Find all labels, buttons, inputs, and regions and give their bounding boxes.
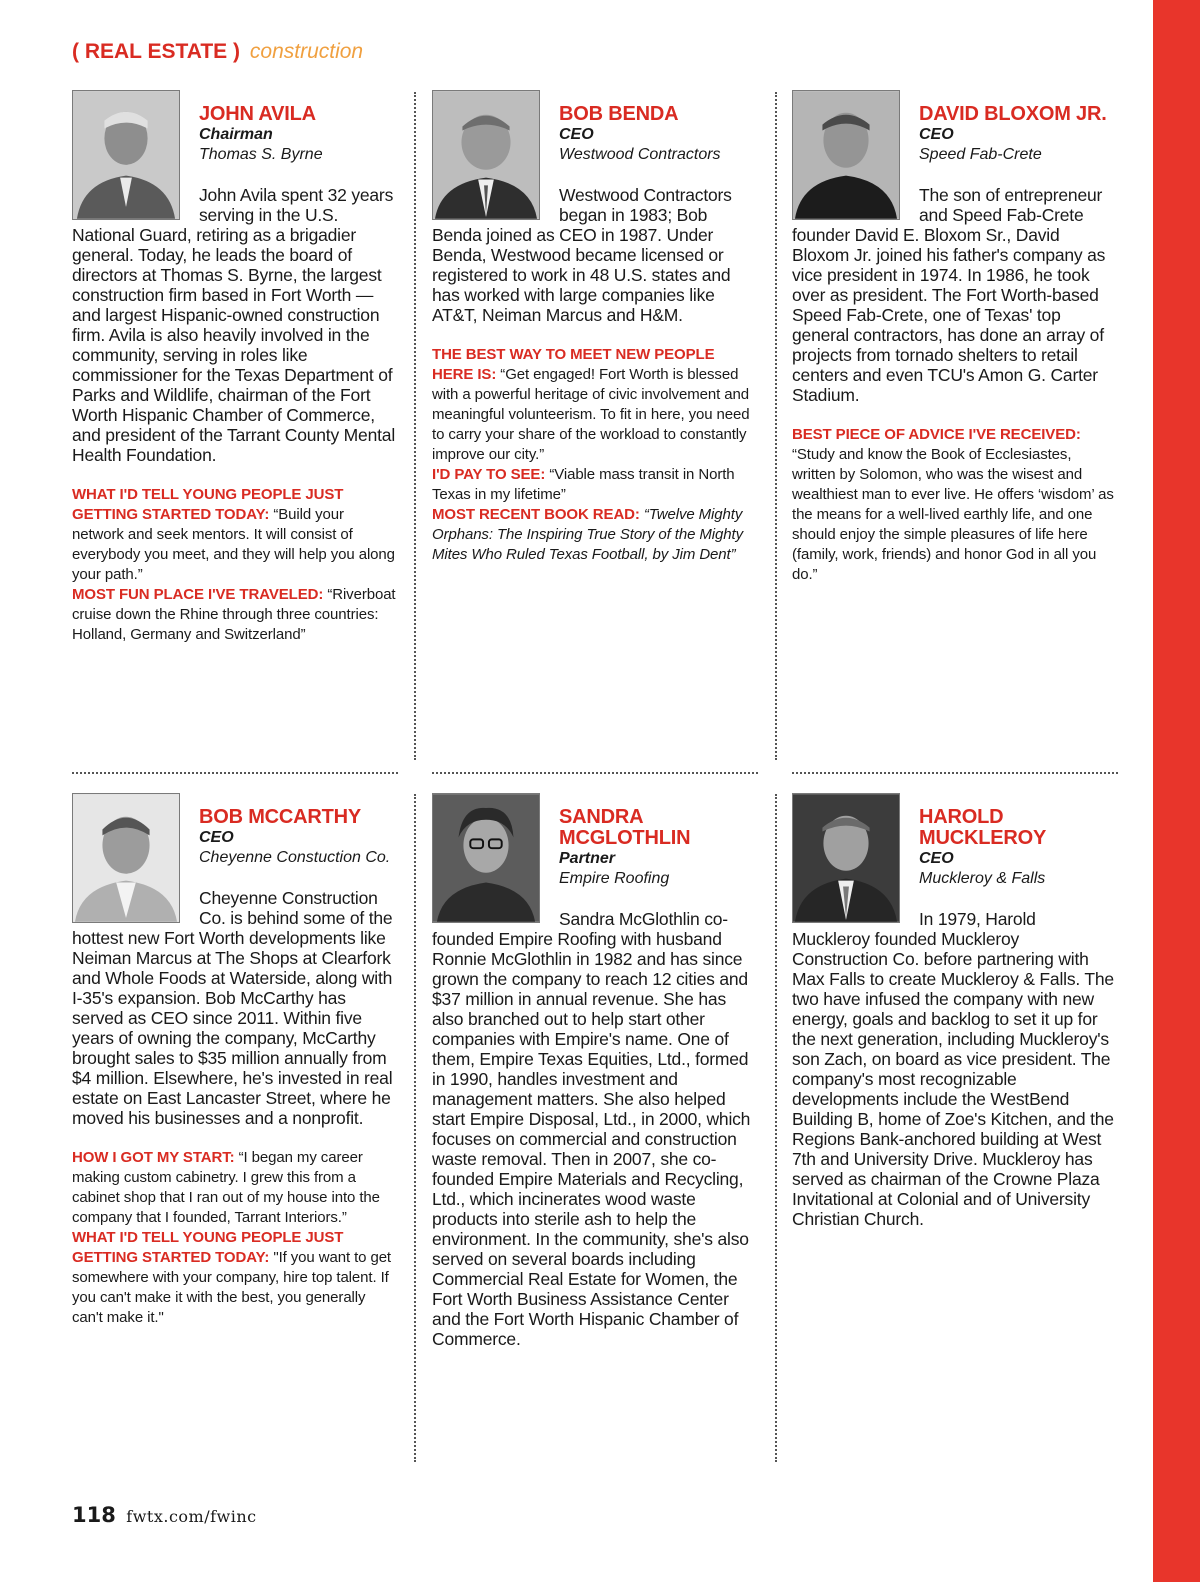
person-company: Empire Roofing bbox=[559, 870, 670, 887]
qa-answer: “Study and know the Book of Ecclesiastes, written by Solomon, who was the wisest and wealthiest man to ever live. He offers ‘wisdom’ as the means for a well-lived earthly life, and one should enjoy the simple pleasures of life here (family, work, friends) and honor God in all you do.” bbox=[792, 446, 1114, 583]
qa-answer: “Viable mass transit in North Texas in my lifetime” bbox=[432, 466, 735, 503]
side-color-bar bbox=[1153, 0, 1200, 1582]
column-separator bbox=[775, 92, 777, 760]
qa-answer: “Build your network and seek mentors. It will consist of everybody you meet, and they will help you along your path.” bbox=[72, 506, 395, 583]
page-footer bbox=[72, 1503, 257, 1527]
person-title: Chairman bbox=[199, 126, 273, 143]
person-name: DAVID BLOXOM JR. bbox=[919, 103, 1107, 125]
section-sub-label: construction bbox=[249, 40, 364, 63]
bio-text: Westwood Contractors began in 1983; Bob Benda joined as CEO in 1987. Under Benda, Westwood became licensed or registered to work in 48 U.S. states and has worked with large companies like AT&T, Neiman Marcus and H&M. bbox=[432, 185, 732, 325]
qa-item bbox=[72, 585, 398, 645]
person-title: Partner bbox=[559, 850, 616, 867]
portrait-photo bbox=[432, 793, 540, 923]
profile-bob-mccarthy bbox=[72, 793, 398, 1328]
qa-item bbox=[72, 485, 398, 585]
person-company: Speed Fab-Crete bbox=[919, 146, 1042, 163]
row-separator bbox=[792, 772, 1118, 774]
bio-text: Cheyenne Construction Co. is behind some of the hottest new Fort Worth developments like Neiman Marcus at The Shops at Clearfork and Whole Foods at Waterside, along with I-35's expansion. Bob McCarthy has served as CEO since 2011. Within five years of owning the company, McCarthy brought sales to $35 million annually from $4 million. Elsewhere, he's invested in real estate on East Lancaster Street, where he moved his businesses and a nonprofit. bbox=[72, 888, 393, 1128]
bio-text: Sandra McGlothlin co-founded Empire Roofing with husband Ronnie McGlothlin in 1982 and has since grown the company to reach 12 cities and $37 million in annual revenue. She has also branched out to help start other companies with Empire's name. One of them, Empire Texas Equities, Ltd., formed in 1990, handles investment and management matters. She also helped start Empire Disposal, Ltd., in 2000, which focuses on commercial and construction waste removal. Then in 2007, she co-founded Empire Materials and Recycling, Ltd., which incinerates wood waste products into sterile ash to help the environment. In the community, she's also served on several boards including Commercial Real Estate for Women, the Fort Worth Business Assistance Center and the Fort Worth Hispanic Chamber of Commerce. bbox=[432, 909, 751, 1349]
qa-label: WHAT I'D TELL YOUNG PEOPLE JUST GETTING STARTED TODAY: bbox=[72, 486, 344, 523]
page-number: 118 bbox=[72, 1503, 116, 1527]
profile-bob-benda bbox=[432, 90, 758, 565]
person-title: CEO bbox=[199, 829, 234, 846]
section-header bbox=[72, 40, 363, 64]
qa-item bbox=[432, 465, 758, 505]
column-separator bbox=[414, 92, 416, 760]
portrait-photo bbox=[432, 90, 540, 220]
qa-answer: "If you want to get somewhere with your company, hire top talent. If you can't make it with the best, you generally can't make it." bbox=[72, 1249, 392, 1326]
qa-label: MOST RECENT BOOK READ: bbox=[432, 506, 640, 523]
qa-item bbox=[72, 1228, 398, 1328]
qa-label: I'D PAY TO SEE: bbox=[432, 466, 546, 483]
bio-text: The son of entrepreneur and Speed Fab-Crete founder David E. Bloxom Sr., David Bloxom Jr. joined his father's company as vice president in 1974. In 1986, he took over as president. The Fort Worth-based Speed Fab-Crete, one of Texas' top general contractors, has done an array of projects from tornado shelters to retail centers and even TCU's Amon G. Carter Stadium. bbox=[792, 185, 1106, 405]
person-title: CEO bbox=[919, 850, 954, 867]
qa-item bbox=[792, 425, 1118, 585]
person-title: CEO bbox=[919, 126, 954, 143]
qa-label: MOST FUN PLACE I'VE TRAVELED: bbox=[72, 586, 324, 603]
section-label: REAL ESTATE bbox=[84, 40, 228, 63]
person-company: Muckleroy & Falls bbox=[919, 870, 1046, 887]
person-company: Westwood Contractors bbox=[559, 146, 721, 163]
person-company: Cheyenne Constuction Co. bbox=[199, 849, 391, 866]
person-name: BOB MCCARTHY bbox=[199, 806, 362, 828]
profile-sandra-mcglothlin bbox=[432, 793, 758, 1349]
qa-answer: “Riverboat cruise down the Rhine through three countries: Holland, Germany and Switzerland” bbox=[72, 586, 396, 643]
portrait-photo bbox=[792, 793, 900, 923]
qa-label: HOW I GOT MY START: bbox=[72, 1149, 235, 1166]
bio-text: In 1979, Harold Muckleroy founded Muckleroy Construction Co. before partnering with Max Falls to create Muckleroy & Falls. The two have infused the company with new energy, goals and backlog to set it up for the next generation, including Muckleroy's son Zach, on board as vice president. The company's most recognizable developments include the WestBend Building B, home of Zoe's Kitchen, and the Regions Bank-anchored building at West 7th and University Drive. Muckleroy has served as chairman of the Crowne Plaza Invitational at Colonial and of University Christian Church. bbox=[792, 909, 1114, 1229]
person-name: SANDRA MCGLOTHLIN bbox=[559, 806, 691, 849]
footer-url: fwtx.com/fwinc bbox=[126, 1507, 257, 1526]
qa-label: THE BEST WAY TO MEET NEW PEOPLE HERE IS: bbox=[432, 346, 715, 383]
row-separator bbox=[72, 772, 398, 774]
qa-label: WHAT I'D TELL YOUNG PEOPLE JUST GETTING STARTED TODAY: bbox=[72, 1229, 344, 1266]
person-name: JOHN AVILA bbox=[199, 103, 316, 125]
section-close-paren: ) bbox=[233, 40, 241, 63]
portrait-photo bbox=[792, 90, 900, 220]
person-title: CEO bbox=[559, 126, 594, 143]
portrait-photo bbox=[72, 90, 180, 220]
qa-answer: “I began my career making custom cabinetry. I grew this from a cabinet shop that I ran out of my house into the company that I founded, Tarrant Interiors.” bbox=[72, 1149, 380, 1226]
profile-david-bloxom bbox=[792, 90, 1118, 585]
qa-item bbox=[432, 505, 758, 565]
person-name: BOB BENDA bbox=[559, 103, 679, 125]
person-company: Thomas S. Byrne bbox=[199, 146, 323, 163]
bio-text: John Avila spent 32 years serving in the U.S. National Guard, retiring as a brigadier general. Today, he leads the board of directors at Thomas S. Byrne, the largest construction firm based in Fort Worth — and largest Hispanic-owned construction firm. Avila is also heavily involved in the community, serving in roles like commissioner for the Texas Department of Parks and Wildlife, chairman of the Fort Worth Hispanic Chamber of Commerce, and president of the Tarrant County Mental Health Foundation. bbox=[72, 185, 396, 465]
portrait-photo bbox=[72, 793, 180, 923]
column-separator bbox=[414, 794, 416, 1462]
qa-item bbox=[72, 1148, 398, 1228]
qa-label: BEST PIECE OF ADVICE I'VE RECEIVED: bbox=[792, 426, 1081, 443]
profile-john-avila bbox=[72, 90, 398, 645]
qa-answer: “Get engaged! Fort Worth is blessed with a powerful heritage of civic involvement and meaningful volunteerism. To fit in here, you need to carry your share of the workload to constantly improve our city.” bbox=[432, 366, 750, 463]
profile-harold-muckleroy bbox=[792, 793, 1118, 1229]
person-name: HAROLD MUCKLEROY bbox=[919, 806, 1047, 849]
qa-item bbox=[432, 345, 758, 465]
row-separator bbox=[432, 772, 758, 774]
column-separator bbox=[775, 794, 777, 1462]
qa-answer: “Twelve Mighty Orphans: The Inspiring True Story of the Mighty Mites Who Ruled Texas Football, by Jim Dent” bbox=[432, 506, 743, 563]
section-open-paren: ( bbox=[72, 40, 79, 63]
